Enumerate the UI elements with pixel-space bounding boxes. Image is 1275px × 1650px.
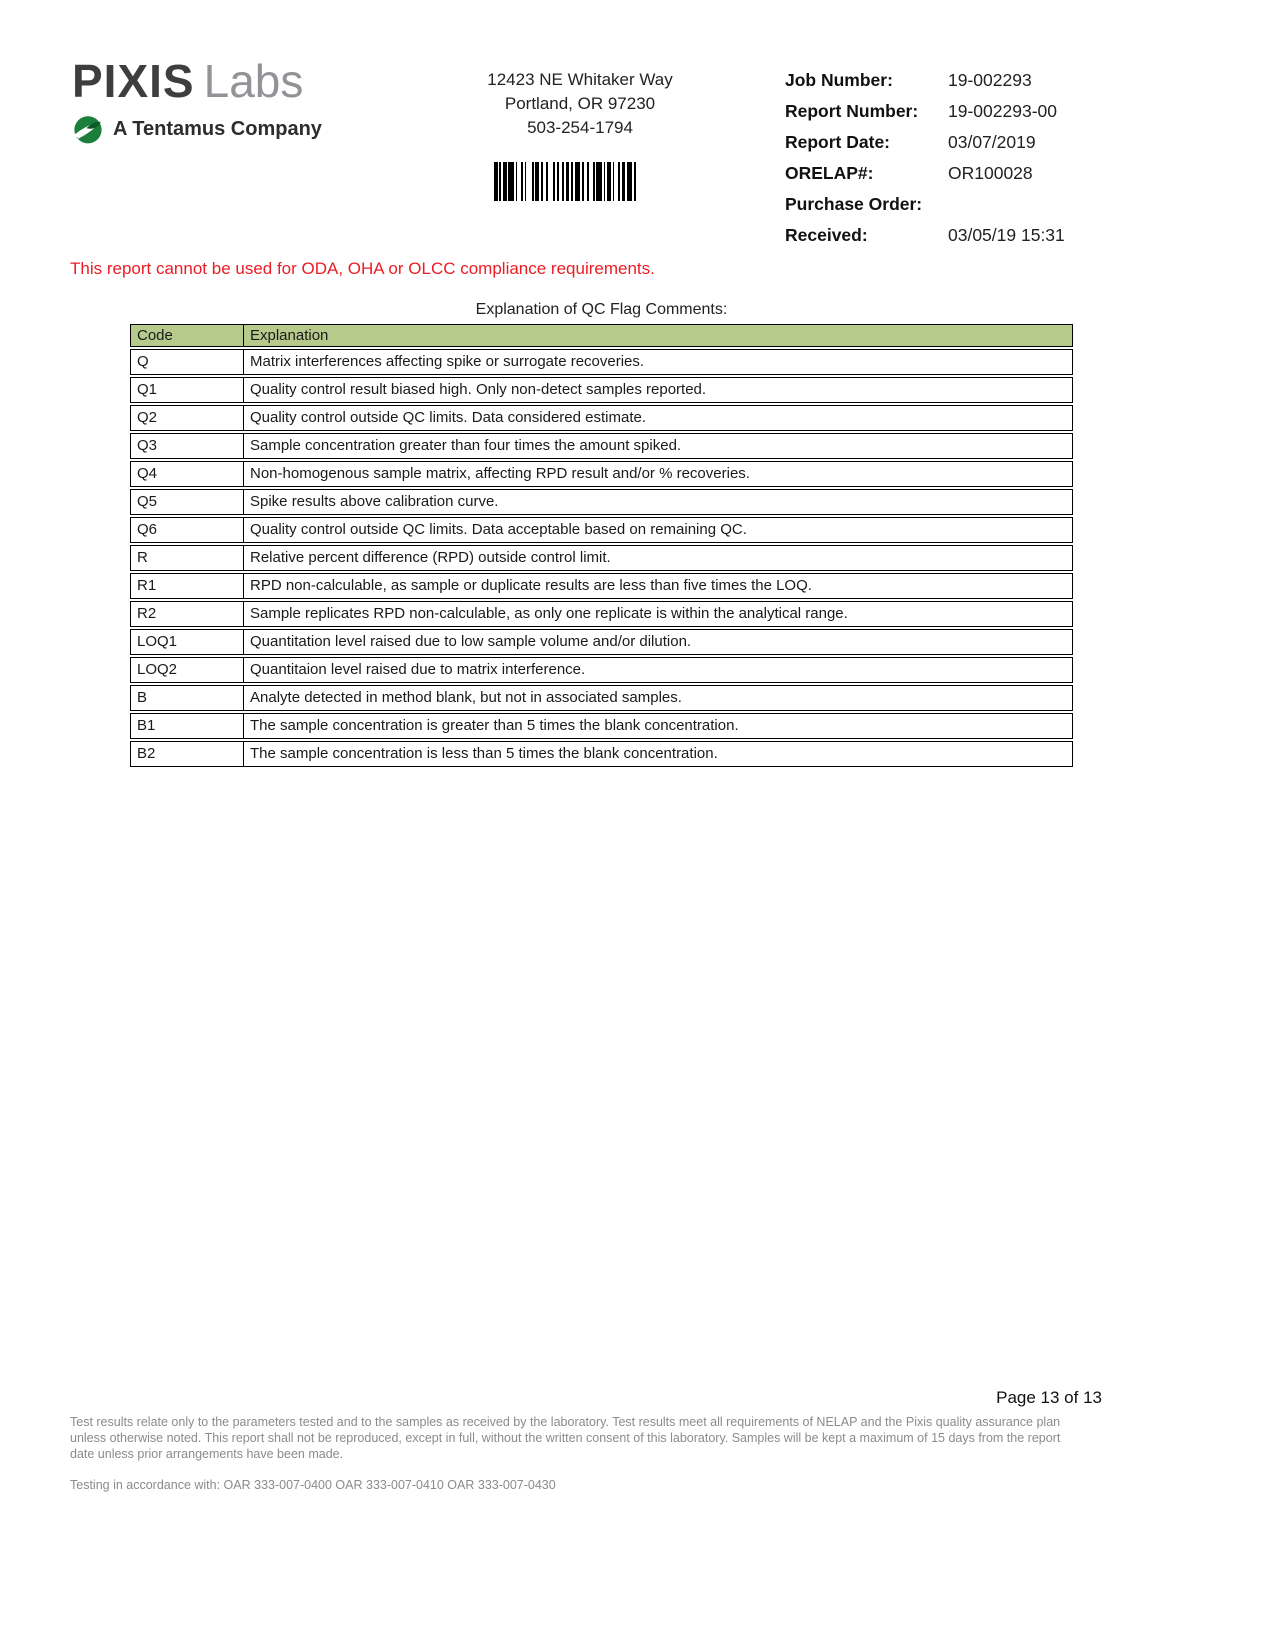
- meta-label: Purchase Order:: [785, 194, 923, 214]
- table-row: [130, 349, 1073, 375]
- explanation-cell: Matrix interferences affecting spike or surrogate recoveries.: [250, 353, 645, 370]
- code-cell: R1: [131, 574, 244, 598]
- code-cell: Q4: [131, 462, 244, 486]
- leaf-icon: [72, 113, 104, 145]
- code-column-header: Code: [131, 325, 244, 346]
- table-header-row: [130, 324, 1073, 347]
- address-line3: 503-254-1794: [527, 118, 633, 137]
- explanation-cell: RPD non-calculable, as sample or duplicate results are less than five times the LOQ.: [250, 577, 812, 594]
- code-cell: Q5: [131, 490, 244, 514]
- explanation-column-header: Explanation: [250, 327, 329, 344]
- meta-value: OR100028: [948, 163, 1033, 183]
- explanation-cell: Sample replicates RPD non-calculable, as only one replicate is within the analytical range.: [250, 605, 848, 622]
- qc-flag-table: [130, 324, 1073, 769]
- pixis-logo: [72, 55, 322, 145]
- explanation-cell: Analyte detected in method blank, but not in associated samples.: [250, 689, 682, 706]
- logo-wordmark: [72, 55, 322, 107]
- explanation-cell: Relative percent difference (RPD) outside control limit.: [250, 549, 611, 566]
- explanation-cell: Quantitaion level raised due to matrix interference.: [250, 661, 586, 678]
- meta-row-report-number: [785, 98, 1215, 124]
- meta-row-purchase-order: [785, 191, 1215, 217]
- explanation-cell: The sample concentration is less than 5 times the blank concentration.: [250, 745, 718, 762]
- table-row: [130, 433, 1073, 459]
- logo-brand-text: PIXIS: [72, 55, 195, 107]
- code-cell: B: [131, 686, 244, 710]
- code-cell: Q2: [131, 406, 244, 430]
- meta-label: Job Number:: [785, 70, 893, 90]
- explanation-cell: Quantitation level raised due to low sample volume and/or dilution.: [250, 633, 692, 650]
- meta-value: 03/07/2019: [948, 132, 1036, 152]
- meta-value: 19-002293-00: [948, 101, 1057, 121]
- explanation-cell: Sample concentration greater than four times the amount spiked.: [250, 437, 682, 454]
- compliance-notice: This report cannot be used for ODA, OHA or OLCC compliance requirements.: [70, 259, 655, 278]
- address-line1: 12423 NE Whitaker Way: [487, 70, 673, 89]
- explanation-cell: Spike results above calibration curve.: [250, 493, 499, 510]
- table-row: [130, 461, 1073, 487]
- page-number: Page 13 of 13: [996, 1388, 1102, 1407]
- table-row: [130, 713, 1073, 739]
- code-cell: LOQ2: [131, 658, 244, 682]
- code-cell: B1: [131, 714, 244, 738]
- qc-table-rows: [130, 349, 1073, 767]
- footer-testing-accordance: Testing in accordance with: OAR 333-007-0400 OAR 333-007-0410 OAR 333-007-0430: [70, 1478, 556, 1492]
- footer-disclaimer: Test results relate only to the parameters tested and to the samples as received by the laboratory. Test results meet all requirements of NELAP and the Pixis quality assurance plan unless otherwise noted. This report shall not be reproduced, except in full, without the written consent of this laboratory. Samples will be kept a maximum of 15 days from the report date unless prior arrangements have been made.: [70, 1415, 1061, 1461]
- table-row: [130, 573, 1073, 599]
- table-row: [130, 517, 1073, 543]
- explanation-cell: Non-homogenous sample matrix, affecting RPD result and/or % recoveries.: [250, 465, 750, 482]
- code-cell: B2: [131, 742, 244, 766]
- meta-row-report-date: [785, 129, 1215, 155]
- code-cell: R: [131, 546, 244, 570]
- code-cell: Q3: [131, 434, 244, 458]
- explanation-cell: The sample concentration is greater than 5 times the blank concentration.: [250, 717, 739, 734]
- code-cell: Q6: [131, 518, 244, 542]
- table-row: [130, 377, 1073, 403]
- table-row: [130, 545, 1073, 571]
- qc-table-title: Explanation of QC Flag Comments:: [475, 301, 728, 318]
- table-row: [130, 741, 1073, 767]
- barcode: [494, 162, 636, 201]
- report-meta: [785, 67, 1215, 253]
- logo-tagline-text: A Tentamus Company: [113, 117, 322, 140]
- table-row: [130, 601, 1073, 627]
- meta-label: ORELAP#:: [785, 163, 874, 183]
- meta-value: 03/05/19 15:31: [948, 225, 1065, 245]
- meta-label: Report Date:: [785, 132, 891, 152]
- address-line2: Portland, OR 97230: [504, 94, 656, 113]
- code-cell: Q: [131, 350, 244, 374]
- logo-labs-text: Labs: [203, 55, 304, 107]
- code-cell: R2: [131, 602, 244, 626]
- table-row: [130, 685, 1073, 711]
- code-cell: LOQ1: [131, 630, 244, 654]
- explanation-cell: Quality control outside QC limits. Data acceptable based on remaining QC.: [250, 521, 747, 538]
- table-row: [130, 657, 1073, 683]
- meta-row-orelap: [785, 160, 1215, 186]
- meta-row-job-number: [785, 67, 1215, 93]
- meta-label: Received:: [785, 225, 868, 245]
- meta-value: 19-002293: [948, 70, 1032, 90]
- code-cell: Q1: [131, 378, 244, 402]
- logo-tagline-row: [72, 113, 322, 145]
- table-row: [130, 405, 1073, 431]
- table-row: [130, 629, 1073, 655]
- lab-address: [415, 68, 745, 140]
- explanation-cell: Quality control result biased high. Only non-detect samples reported.: [250, 381, 707, 398]
- meta-label: Report Number:: [785, 101, 919, 121]
- table-row: [130, 489, 1073, 515]
- meta-row-received: [785, 222, 1215, 248]
- explanation-cell: Quality control outside QC limits. Data considered estimate.: [250, 409, 646, 426]
